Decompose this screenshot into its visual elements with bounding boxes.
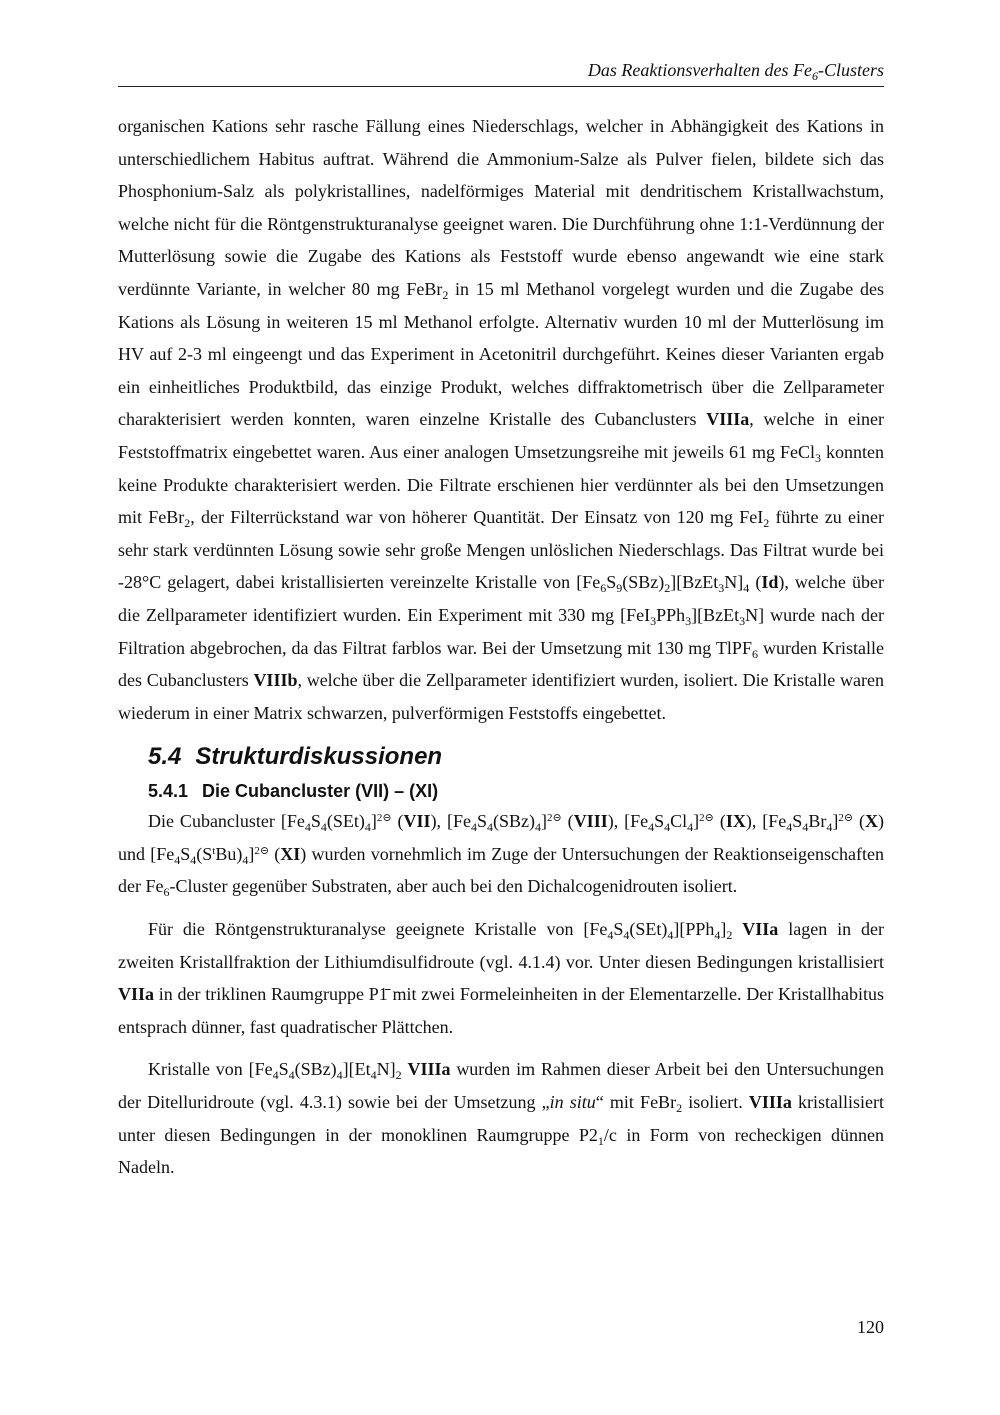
paragraph-viiia: Kristalle von $[Fe_4S_4(SBz)_4][Et_4N]_2$ VIIIa wurden im Rahmen dieser Arbeit bei den Untersuchungen der Ditelluridroute (vgl. 4.3.1) sowie bei der Umsetzung „in situ“ mit FeBr$_2$ isoliert. VIIIa kristallisiert unter diesen Bedingungen in der monoklinen Raumgruppe $P2_1/c$ in Form von recheckigen dünnen Nadeln. xyxy=(118,1059,885,1178)
subsection-number: 5.4.1 xyxy=(148,781,189,802)
running-header: Das Reaktionsverhalten des $Fe_6$-Clusters xyxy=(587,60,884,83)
compound-label: VIIa xyxy=(742,919,779,940)
section-number: 5.4 xyxy=(148,743,182,771)
section-heading xyxy=(148,739,884,775)
paragraph-viia: Für die Röntgenstrukturanalyse geeignete Kristalle von $[Fe_4S_4(SEt)_4][PPh_4]_2$ VIIa lagen in der zweiten Kristallfraktion der Lithiumdisulfidroute (vgl. 4.1.4) vor. Unter diesen Bedingungen kristallisiert VIIa in der triklinen Raumgruppe P1̄ mit zwei Formeleinheiten in der Elementarzelle. Der Kristallhabitus entsprach dünner, fast quadratischer Plättchen. xyxy=(118,919,884,1037)
paragraph-cubancluster: Die Cubancluster $[Fe_4S_4(SEt)_4]^{2⊝}$ (VII), $[Fe_4S_4(SBz)_4]^{2⊝}$ (VIII), $[Fe_4S_4Cl_4]^{2⊝}$ (IX), $[Fe_4S_4Br_4]^{2⊝}$ (X) und $[Fe_4S_4(S^tBu)_4]^{2⊝}$ (XI) wurden vornehmlich im Zuge der Untersuchungen der Reaktionseigenschaften der $Fe_6$-Cluster gegenüber Substraten, aber auch bei den Dichalcogenidrouten isoliert. xyxy=(118,811,884,900)
subsection-heading xyxy=(148,777,884,805)
compound-label: VIII xyxy=(573,811,608,832)
header-rule xyxy=(118,86,884,87)
subsection-title: Die Cubancluster (VII) – (XI) xyxy=(202,781,439,802)
compound-label: VIIIa xyxy=(748,1092,792,1113)
compound-label: Id xyxy=(761,572,779,593)
compound-label: VII xyxy=(403,811,431,832)
compound-label: XI xyxy=(280,843,301,864)
compound-label: X xyxy=(864,811,878,832)
page-number: 120 xyxy=(857,1317,884,1337)
page-body xyxy=(118,110,884,1184)
compound-label: VIIIb xyxy=(253,670,298,691)
compound-label: IX xyxy=(725,811,746,832)
compound-label: VIIIa xyxy=(407,1059,451,1080)
paragraph-continued: organischen Kations sehr rasche Fällung eines Niederschlags, welcher in Abhängigkeit des Kations in unterschiedlichem Habitus auftrat. Während die Ammonium-Salze als Pulver fielen, bildete sich das Phosphonium-Salz als polykristallines, nadelförmiges Material mit dendritischem Kristallwachstum, welche nicht für die Röntgenstrukturanalyse geeignet waren. Die Durchführung ohne 1:1-Verdünnung der Mutterlösung sowie die Zugabe des Kations als Feststoff wurde ebenso angewandt wie eine stark verdünnte Variante, in welcher 80 mg FeBr$_2$ in 15 ml Methanol vorgelegt wurden und die Zugabe des Kations als Lösung in weiteren 15 ml Methanol erfolgte. Alternativ wurden 10 ml der Mutterlösung im HV auf 2-3 ml eingeengt und das Experiment in Acetonitril durchgeführt. Keines dieser Varianten ergab ein einheitliches Produktbild, das einzige Produkt, welches diffraktometrisch über die Zellparameter charakterisiert werden konnten, waren einzelne Kristalle des Cubanclusters VIIIa, welche in einer Feststoffmatrix eingebettet waren. Aus einer analogen Umsetzungsreihe mit jeweils 61 mg FeCl$_3$ konnten keine Produkte charakterisiert werden. Die Filtrate erschienen hier verdünnter als bei den Umsetzungen mit FeBr$_2$, der Filterrückstand war von höherer Quantität. Der Einsatz von 120 mg FeI$_2$ führte zu einer sehr stark verdünnten Lösung sowie sehr große Mengen unlöslichen Niederschlags. Das Filtrat wurde bei -28°C gelagert, dabei kristallisierten vereinzelte Kristalle von $[Fe_6S_9(SBz)_2][BzEt_3N]_4$ (Id), welche über die Zellparameter identifiziert wurden. Ein Experiment mit 330 mg [FeI$_3$PPh$_3$][BzEt$_3$N] wurde nach der Filtration abgebrochen, da das Filtrat farblos war. Bei der Umsetzung mit 130 mg TlPF$_6$ wurden Kristalle des Cubanclusters VIIIb, welche über die Zellparameter identifiziert wurden, isoliert. Die Kristalle waren wiederum in einer Matrix schwarzen, pulverförmigen Feststoffs eingebettet. xyxy=(118,116,885,723)
section-title: Strukturdiskussionen xyxy=(195,743,443,771)
compound-label: VIIIa xyxy=(706,409,750,430)
